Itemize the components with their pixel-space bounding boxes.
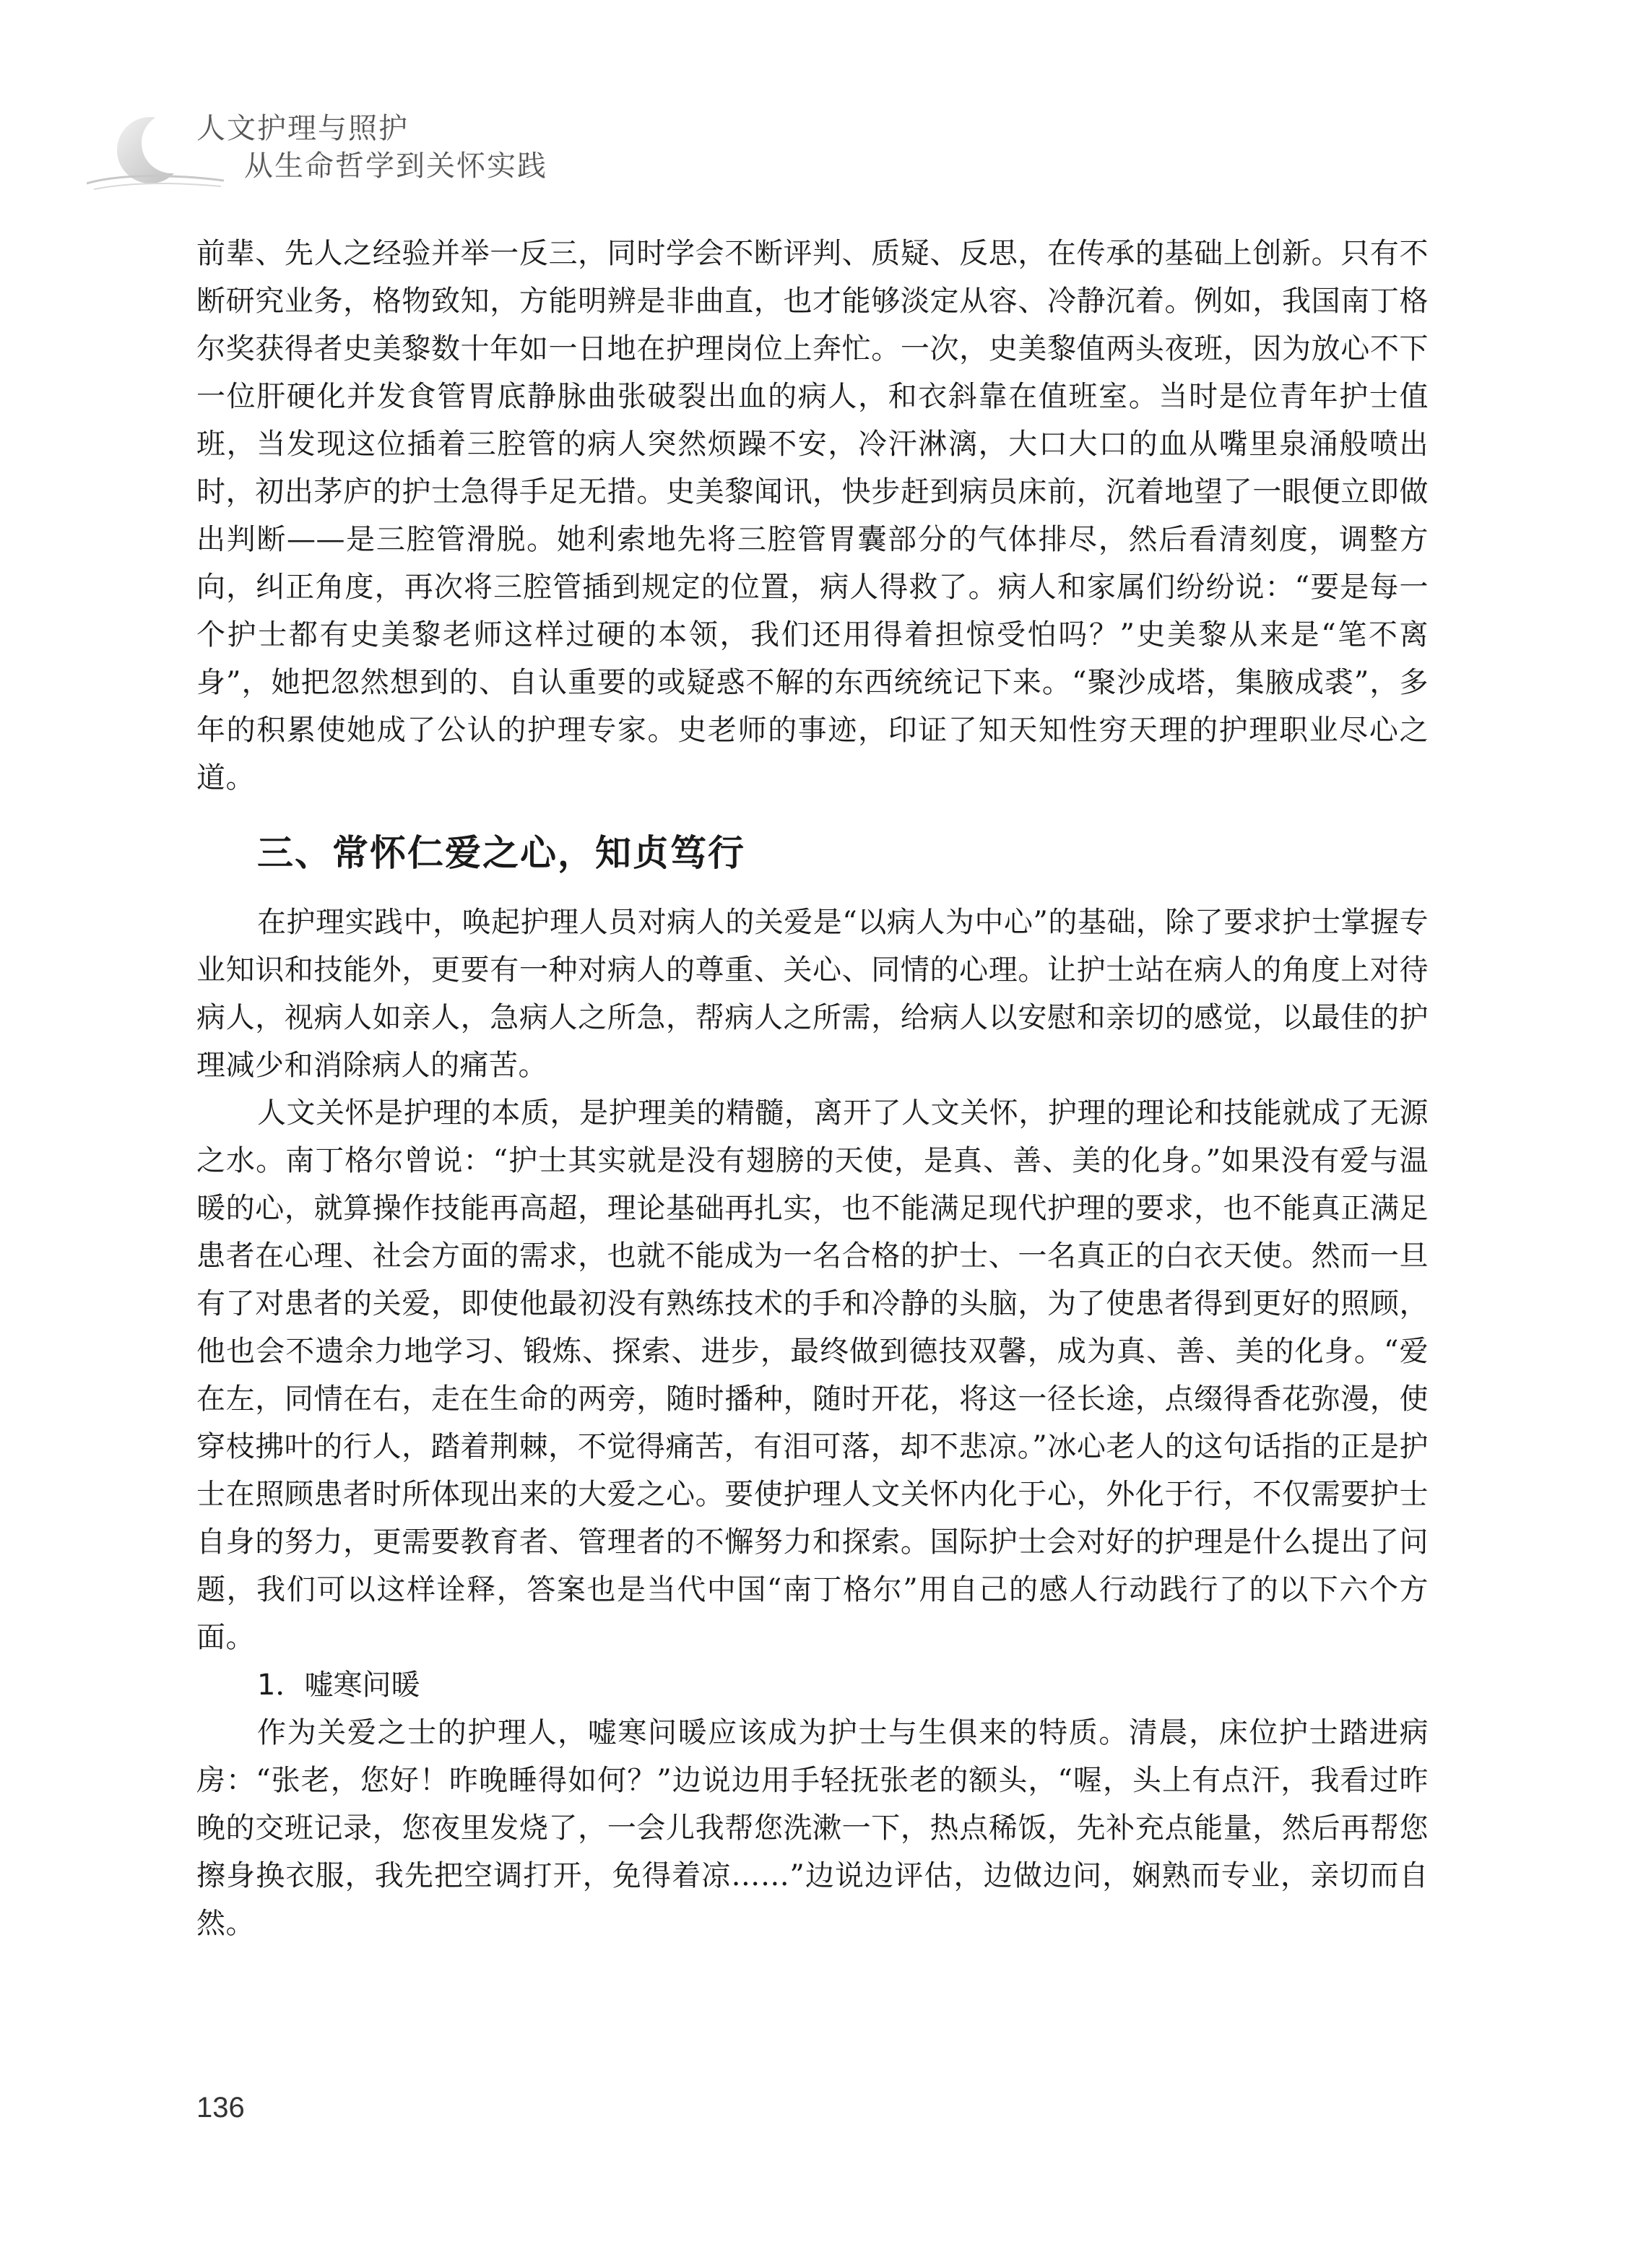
book-subtitle: 从生命哲学到关怀实践: [244, 150, 547, 183]
book-title: 人文护理与照护: [196, 112, 409, 145]
page-number: 136: [196, 2092, 245, 2124]
body-paragraph: 前辈、先人之经验并举一反三，同时学会不断评判、质疑、反思，在传承的基础上创新。只有不断研究业务，格物致知，方能明辨是非曲直，也才能够淡定从容、冷静沉着。例如，我国南丁格尔奖获得者史美黎数十年如一日地在护理岗位上奔忙。一次，史美黎值两头夜班，因为放心不下一位肝硬化并发食管胃底静脉曲张破裂出血的病人，和衣斜靠在值班室。当时是位青年护士值班，当发现这位插着三腔管的病人突然烦躁不安，冷汗淋漓，大口大口的血从嘴里泉涌般喷出时，初出茅庐的护士急得手足无措。史美黎闻讯，快步赶到病员床前，沉着地望了一眼便立即做出判断——是三腔管滑脱。她利索地先将三腔管胃囊部分的气体排尽，然后看清刻度，调整方向，纠正角度，再次将三腔管插到规定的位置，病人得救了。病人和家属们纷纷说：“要是每一个护士都有史美黎老师这样过硬的本领，我们还用得着担惊受怕吗？”史美黎从来是“笔不离身”，她把忽然想到的、自认重要的或疑惑不解的东西统统记下来。“聚沙成塔，集腋成裘”，多年的积累使她成了公认的护理专家。史老师的事迹，印证了知天知性穷天理的护理职业尽心之道。: [196, 237, 1429, 795]
body-paragraph: 作为关爱之士的护理人，嘘寒问暖应该成为护士与生俱来的特质。清晨，床位护士踏进病房：“张老，您好！昨晚睡得如何？”边说边用手轻抚张老的额头，“喔，头上有点汗，我看过昨晚的交班记录，您夜里发烧了，一会儿我帮您洗漱一下，热点稀饭，先补充点能量，然后再帮您擦身换衣服，我先把空调打开，免得着凉……”边说边评估，边做边问，娴熟而专业，亲切而自然。: [196, 1716, 1429, 1940]
running-header: [87, 100, 592, 194]
body-paragraph: 在护理实践中，唤起护理人员对病人的关爱是“以病人为中心”的基础，除了要求护士掌握专业知识和技能外，更要有一种对病人的尊重、关心、同情的心理。让护士站在病人的角度上对待病人，视病人如亲人，急病人之所急，帮病人之所需，给病人以安慰和亲切的感觉，以最佳的护理减少和消除病人的痛苦。: [196, 906, 1429, 1082]
page-body: [196, 230, 1429, 1947]
subsection-heading: 1．嘘寒问暖: [257, 1668, 420, 1702]
body-paragraph: 人文关怀是护理的本质，是护理美的精髓，离开了人文关怀，护理的理论和技能就成了无源之水。南丁格尔曾说：“护士其实就是没有翅膀的天使，是真、善、美的化身。”如果没有爱与温暖的心，就算操作技能再高超，理论基础再扎实，也不能满足现代护理的要求，也不能真正满足患者在心理、社会方面的需求，也就不能成为一名合格的护士、一名真正的白衣天使。然而一旦有了对患者的关爱，即使他最初没有熟练技术的手和冷静的头脑，为了使患者得到更好的照顾，他也会不遗余力地学习、锻炼、探索、进步，最终做到德技双馨，成为真、善、美的化身。“爱在左，同情在右，走在生命的两旁，随时播种，随时开花，将这一径长途，点缀得香花弥漫，使穿枝拂叶的行人，踏着荆棘，不觉得痛苦，有泪可落，却不悲凉。”冰心老人的这句话指的正是护士在照顾患者时所体现出来的大爱之心。要使护理人文关怀内化于心，外化于行，不仅需要护士自身的努力，更需要教育者、管理者的不懈努力和探索。国际护士会对好的护理是什么提出了问题，我们可以这样诠释，答案也是当代中国“南丁格尔”用自己的感人行动践行了的以下六个方面。: [196, 1096, 1429, 1654]
section-heading: 三、常怀仁爱之心，知贞笃行: [257, 832, 745, 874]
